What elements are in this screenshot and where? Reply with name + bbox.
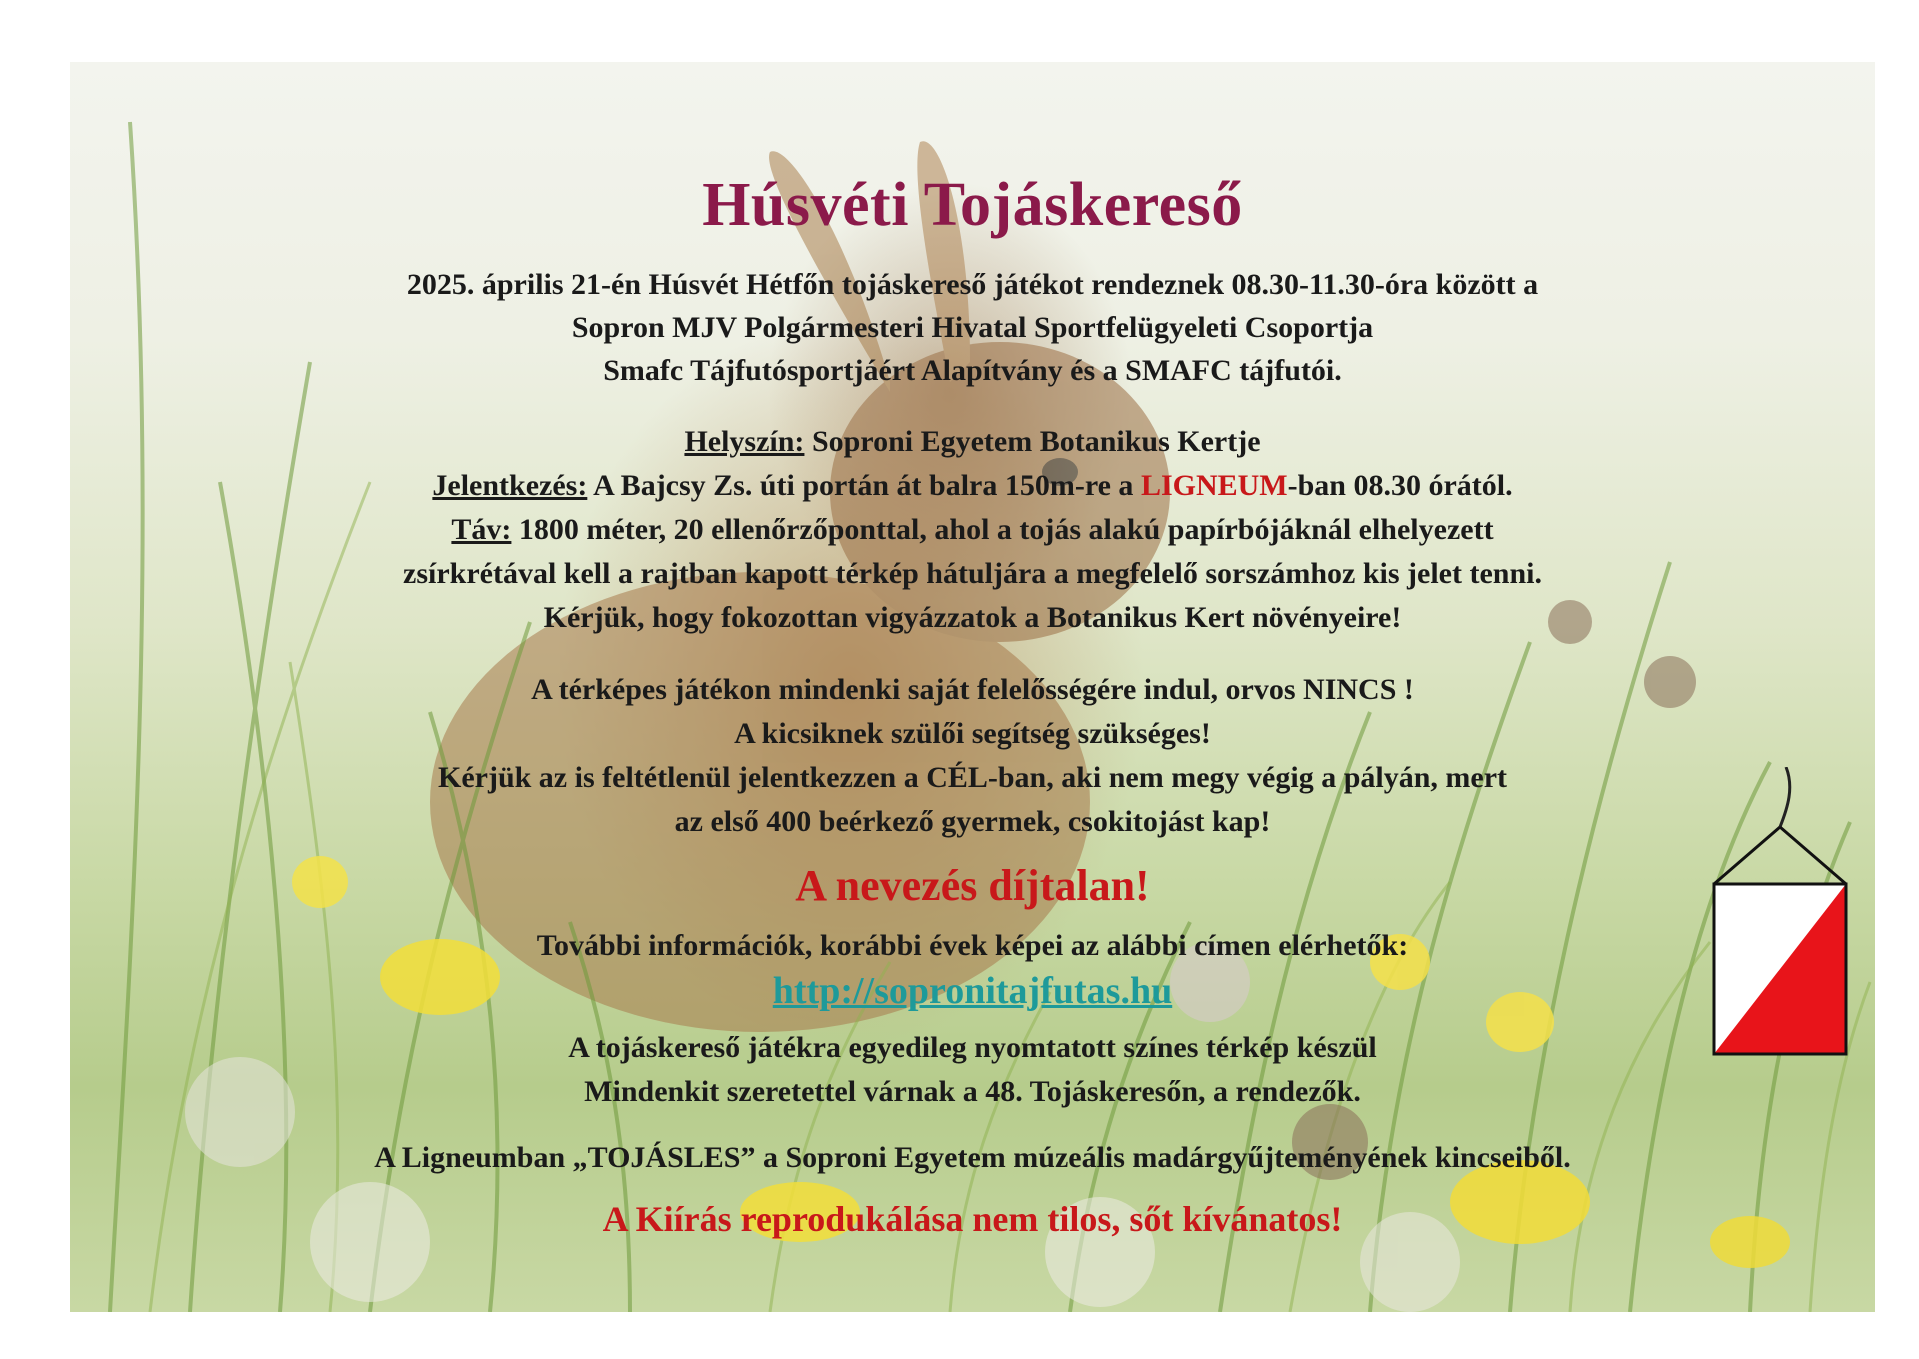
- reproduction-note: A Kiírás reprodukálása nem tilos, sőt kívánatos!: [602, 1199, 1343, 1239]
- exhibition-note: A Ligneumban „TOJÁSLES” a Soproni Egyetem múzeális madárgyűjteményének kincseiből.: [374, 1141, 1571, 1174]
- orienteering-control-flag-icon: [1710, 767, 1850, 1057]
- rule-line-2: A kicsiknek szülői segítség szükséges!: [734, 717, 1211, 750]
- more-info-text: További információk, korábbi évek képei az alábbi címen elérhetők:: [536, 929, 1409, 962]
- ligneum-highlight: LIGNEUM: [1140, 469, 1288, 502]
- closing-line-1: A tojáskereső játékra egyedileg nyomtatott színes térkép készül: [568, 1031, 1377, 1064]
- distance-label: Táv:: [451, 513, 512, 546]
- poster-text: [70, 62, 1875, 1312]
- rule-line-3: Kérjük az is feltétlenül jelentkezzen a CÉL-ban, aki nem megy végig a pályán, mert: [437, 761, 1508, 794]
- intro-line-3: Smafc Tájfutósportjáért Alapítvány és a SMAFC tájfutói.: [603, 354, 1342, 387]
- rule-line-1: A térképes játékon mindenki saját felelősségére indul, orvos NINCS !: [531, 673, 1414, 706]
- care-note: Kérjük, hogy fokozottan vigyázzatok a Botanikus Kert növényeire!: [543, 601, 1402, 634]
- intro-line-2: Sopron MJV Polgármesteri Hivatal Sportfelügyeleti Csoportja: [571, 311, 1374, 344]
- location-value: Soproni Egyetem Botanikus Kertje: [811, 425, 1261, 458]
- registration-value-after: -ban 08.30 órától.: [1287, 469, 1513, 502]
- free-entry-banner: A nevezés díjtalan!: [795, 861, 1150, 910]
- website-link[interactable]: http://sopronitajfutas.hu: [772, 970, 1173, 1012]
- location-line: [70, 424, 1875, 460]
- distance-line-2: zsírkrétával kell a rajtban kapott térkép hátuljára a megfelelő sorszámhoz kis jelet tenni.: [403, 557, 1542, 590]
- registration-value: A Bajcsy Zs. úti portán át balra 150m-re a: [593, 469, 1134, 502]
- location-label: Helyszín:: [684, 425, 805, 458]
- easter-poster: [70, 62, 1875, 1312]
- distance-value: 1800 méter, 20 ellenőrzőponttal, ahol a tojás alakú papírbójáknál elhelyezett: [518, 513, 1494, 546]
- poster-title: Húsvéti Tojáskereső: [702, 171, 1243, 239]
- closing-line-2: Mindenkit szeretettel várnak a 48. Tojáskeresőn, a rendezők.: [584, 1075, 1361, 1108]
- distance-line: [70, 512, 1875, 548]
- registration-label: Jelentkezés:: [432, 469, 588, 502]
- intro-line-1: 2025. április 21-én Húsvét Hétfőn tojáskereső játékot rendeznek 08.30-11.30-óra között a: [406, 268, 1539, 301]
- rule-line-4: az első 400 beérkező gyermek, csokitojást kap!: [674, 805, 1271, 838]
- registration-line: [70, 468, 1875, 504]
